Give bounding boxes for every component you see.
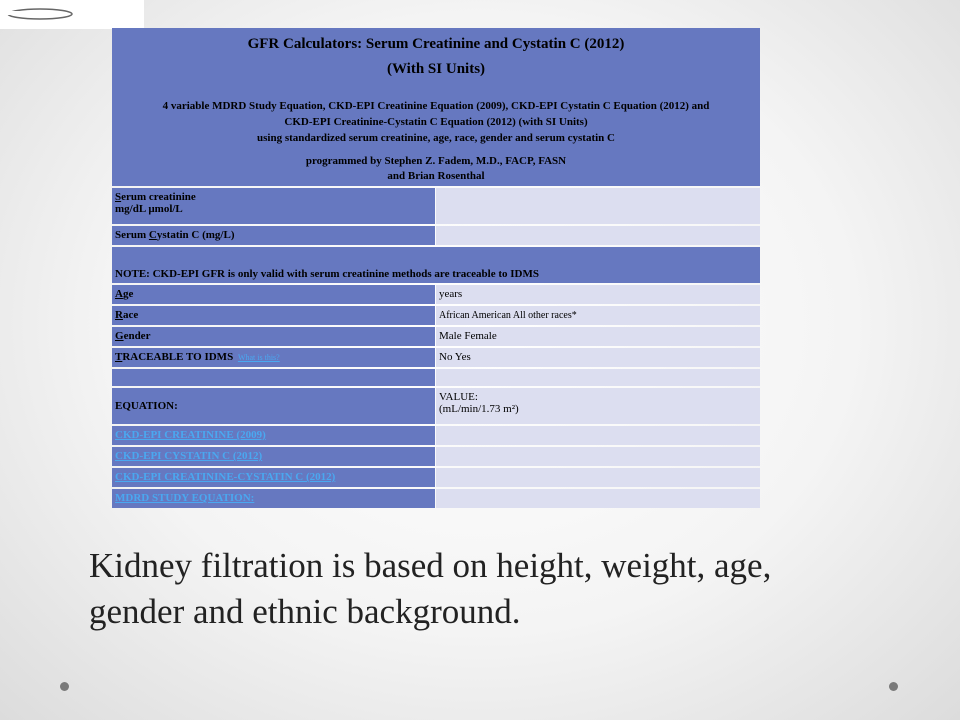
ckd-epi-cystatin-link[interactable]: CKD-EPI CYSTATIN C (2012) xyxy=(115,450,263,462)
serum-creatinine-input[interactable] xyxy=(436,188,760,224)
mdrd-study-value xyxy=(436,489,760,508)
equation-header-row xyxy=(112,388,760,424)
idms-note: NOTE: CKD-EPI GFR is only valid with serum creatinine methods are traceable to IDMS xyxy=(112,247,760,283)
equation-label: EQUATION: xyxy=(112,388,435,424)
race-row xyxy=(112,306,760,325)
result-row xyxy=(112,447,760,466)
race-options[interactable]: African American All other races* xyxy=(436,306,760,325)
idms-label: TRACEABLE TO IDMS What is this? xyxy=(112,348,435,367)
serum-cystatin-label: Serum Cystatin C (mg/L) xyxy=(112,226,435,245)
ckd-epi-creatinine-cystatin-link[interactable]: CKD-EPI CREATININE-CYSTATIN C (2012) xyxy=(115,471,336,483)
decorative-dot-right xyxy=(889,682,898,691)
age-row xyxy=(112,285,760,304)
calculator-header xyxy=(112,28,760,186)
serum-creatinine-row xyxy=(112,188,760,224)
age-input[interactable] xyxy=(436,285,760,304)
ckd-epi-creatinine-value xyxy=(436,426,760,445)
age-units: years xyxy=(439,288,463,300)
spacer-row xyxy=(112,369,760,386)
what-is-this-link[interactable]: What is this? xyxy=(237,353,280,362)
decorative-dot-left xyxy=(60,682,69,691)
gfr-calculator xyxy=(112,28,760,510)
ckd-epi-creatinine-link[interactable]: CKD-EPI CREATININE (2009) xyxy=(115,429,266,441)
calculator-credits: programmed by Stephen Z. Fadem, M.D., FACP, FASN and Brian Rosenthal xyxy=(305,155,567,182)
gender-label: Gender xyxy=(112,327,435,346)
gender-row xyxy=(112,327,760,346)
serum-creatinine-label: Serum creatinine mg/dL µmol/L xyxy=(112,188,435,224)
ckd-epi-creatinine-cystatin-value xyxy=(436,468,760,487)
gender-options[interactable]: Male Female xyxy=(436,327,760,346)
result-row xyxy=(112,489,760,508)
value-label: VALUE: (mL/min/1.73 m²) xyxy=(436,388,760,424)
spacer-right xyxy=(436,369,760,386)
serum-creatinine-units: mg/dL µmol/L xyxy=(115,203,183,215)
idms-row xyxy=(112,348,760,367)
logo-area xyxy=(0,0,144,29)
serum-cystatin-input[interactable] xyxy=(436,226,760,245)
calculator-description: 4 variable MDRD Study Equation, CKD-EPI Creatinine Equation (2009), CKD-EPI Cystatin C Equation (2012) and CKD-EPI Creatinine-Cystatin C Equation (2012) (with SI Units) using standardized serum creatinine, age, race, gender and serum cystatin C xyxy=(162,100,710,144)
calculator-title: GFR Calculators: Serum Creatinine and Cystatin C (2012) xyxy=(247,36,625,52)
age-label: Age xyxy=(112,285,435,304)
ckd-epi-cystatin-value xyxy=(436,447,760,466)
serum-cystatin-row xyxy=(112,226,760,245)
logo-icon xyxy=(4,4,74,24)
calculator-subtitle: (With SI Units) xyxy=(386,61,486,77)
slide-caption: Kidney filtration is based on height, weight, age, gender and ethnic background. xyxy=(89,546,772,631)
race-label: Race xyxy=(112,306,435,325)
result-row xyxy=(112,426,760,445)
idms-options[interactable]: No Yes xyxy=(436,348,760,367)
result-row xyxy=(112,468,760,487)
idms-note-row xyxy=(112,247,760,283)
spacer-left xyxy=(112,369,435,386)
mdrd-study-link[interactable]: MDRD STUDY EQUATION: xyxy=(115,492,255,504)
